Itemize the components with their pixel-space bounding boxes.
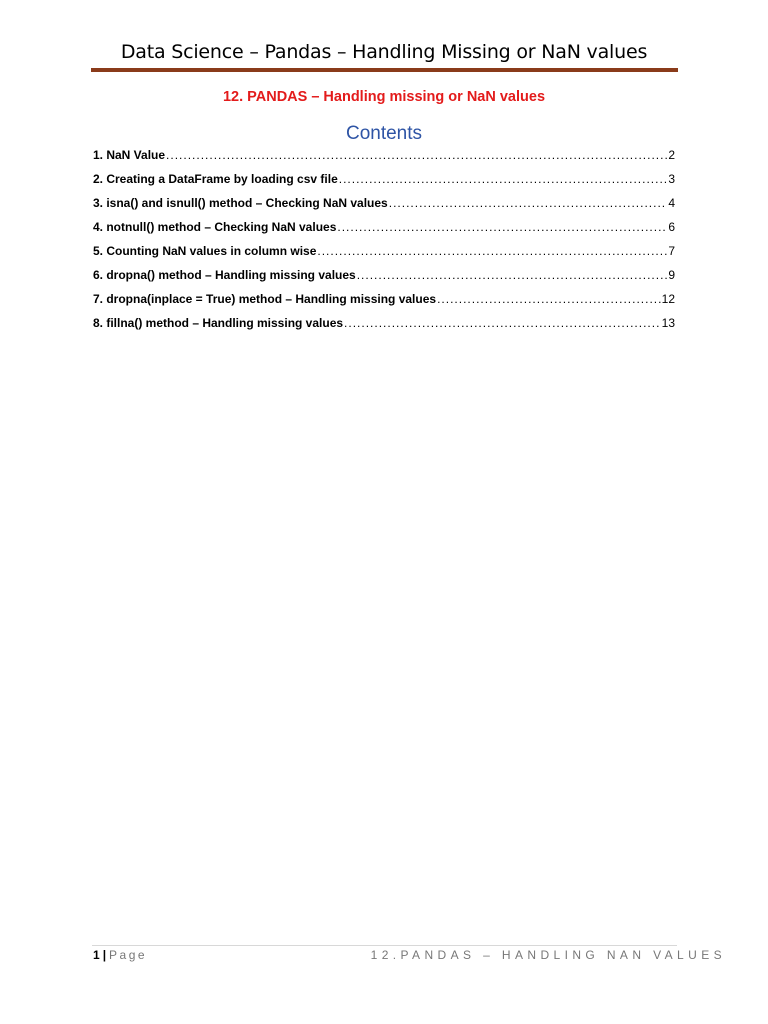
toc-entry-label: 5. Counting NaN values in column wise bbox=[93, 244, 317, 258]
footer-section-title: 12.PANDAS – HANDLING NAN VALUES bbox=[370, 948, 726, 962]
toc-entry[interactable] bbox=[93, 172, 675, 196]
toc-leader-dots bbox=[357, 268, 668, 282]
toc-entry-page: 7 bbox=[668, 244, 675, 258]
toc-entry[interactable] bbox=[93, 148, 675, 172]
document-title: 12. PANDAS – Handling missing or NaN values bbox=[222, 89, 546, 105]
footer-separator: | bbox=[102, 948, 107, 962]
toc-entry-page: 12 bbox=[661, 292, 675, 306]
toc-entry[interactable] bbox=[93, 244, 675, 268]
toc-leader-dots bbox=[337, 220, 667, 234]
toc-entry-label: 7. dropna(inplace = True) method – Handling missing values bbox=[93, 292, 437, 306]
toc-entry-page: 6 bbox=[668, 220, 675, 234]
toc-entry-label: 3. isna() and isnull() method – Checking NaN values bbox=[93, 196, 388, 210]
toc-leader-dots bbox=[166, 148, 667, 162]
toc-entry-page: 4 bbox=[668, 196, 675, 210]
toc-entry[interactable] bbox=[93, 316, 675, 340]
toc-entry-page: 13 bbox=[661, 316, 675, 330]
toc-leader-dots bbox=[344, 316, 661, 330]
toc-leader-dots bbox=[437, 292, 661, 306]
footer-divider bbox=[92, 945, 677, 946]
contents-heading: Contents bbox=[345, 123, 423, 144]
toc-entry-label: 6. dropna() method – Handling missing values bbox=[93, 268, 356, 282]
toc-entry-label: 2. Creating a DataFrame by loading csv file bbox=[93, 172, 338, 186]
toc-entry-page: 9 bbox=[668, 268, 675, 282]
table-of-contents bbox=[93, 148, 675, 340]
toc-entry[interactable] bbox=[93, 196, 675, 220]
toc-entry-page: 3 bbox=[668, 172, 675, 186]
footer-page-number: 1 bbox=[93, 948, 100, 962]
footer-page-word: Page bbox=[109, 948, 148, 962]
toc-entry-label: 4. notnull() method – Checking NaN values bbox=[93, 220, 337, 234]
toc-entry[interactable] bbox=[93, 220, 675, 244]
toc-entry[interactable] bbox=[93, 292, 675, 316]
footer-page-indicator bbox=[93, 948, 147, 962]
toc-leader-dots bbox=[389, 196, 668, 210]
toc-leader-dots bbox=[339, 172, 668, 186]
toc-entry-page: 2 bbox=[668, 148, 675, 162]
toc-entry-label: 1. NaN Value bbox=[93, 148, 166, 162]
toc-entry[interactable] bbox=[93, 268, 675, 292]
header-title: Data Science – Pandas – Handling Missing or NaN values bbox=[120, 41, 648, 63]
toc-leader-dots bbox=[317, 244, 667, 258]
toc-entry-label: 8. fillna() method – Handling missing values bbox=[93, 316, 344, 330]
header-divider bbox=[91, 68, 678, 72]
